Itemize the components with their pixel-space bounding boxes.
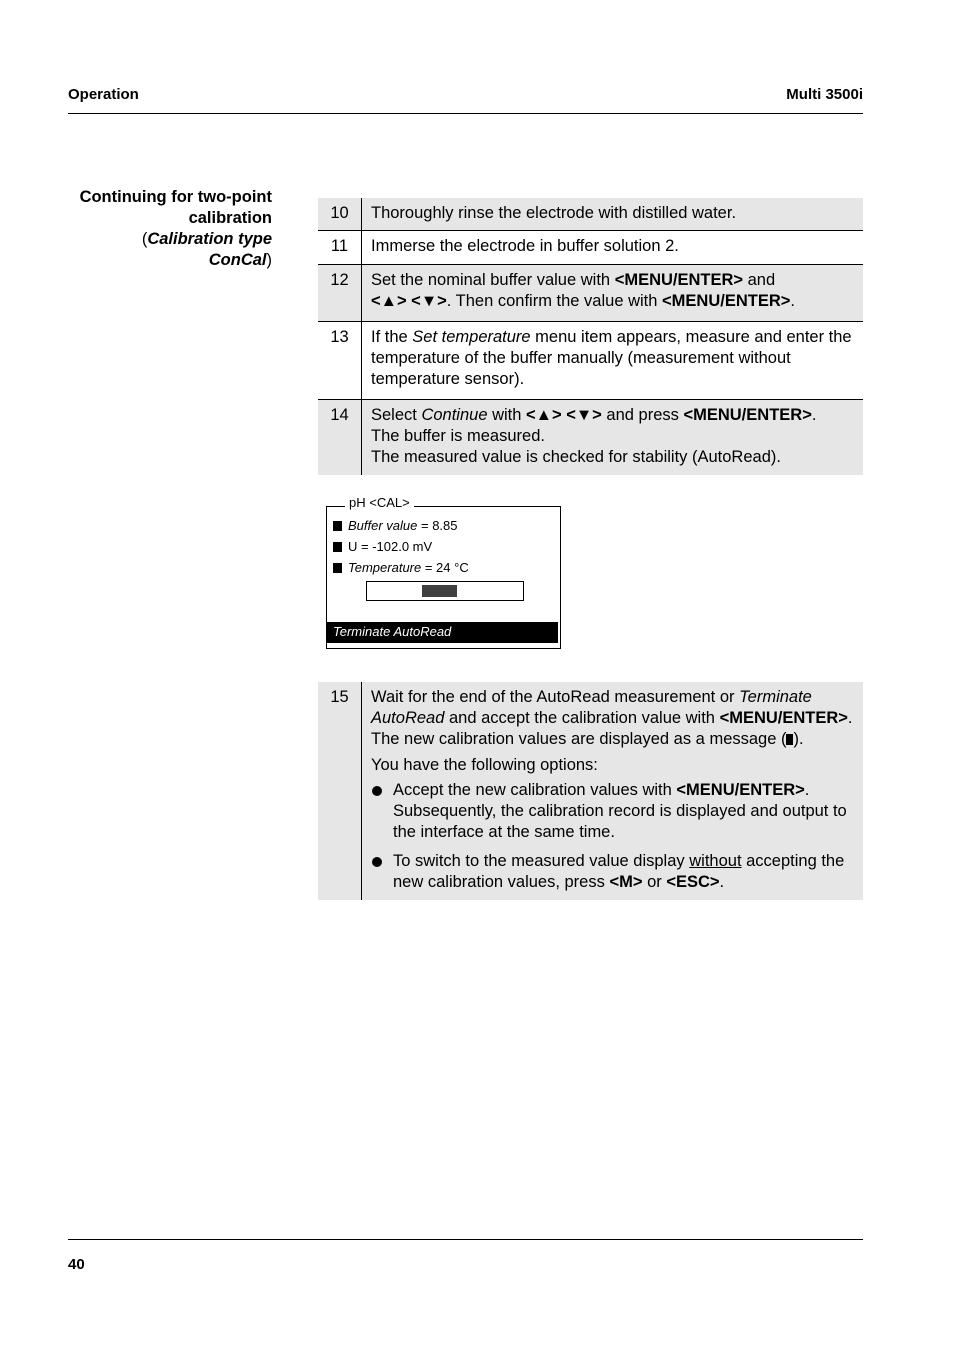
- step-row-10: [318, 198, 863, 231]
- step-text: Select Continue with <▲> <▼> and press <MENU/ENTER>. The buffer is measured. The measured value is checked for stability (AutoRead).: [362, 400, 864, 476]
- stability-progress-bar: [366, 581, 524, 601]
- step-number: 15: [318, 682, 362, 900]
- calibration-type-name: Calibration type ConCal: [147, 230, 272, 269]
- key-arrows: <▲> <▼>: [526, 406, 602, 424]
- step-number: 14: [318, 400, 362, 476]
- header-product-name: Multi 3500i: [786, 86, 863, 103]
- square-marker-icon: [333, 563, 342, 573]
- key-esc: <ESC>: [666, 873, 720, 891]
- stability-progress-fill: [422, 585, 457, 597]
- side-heading: [68, 187, 272, 271]
- step-text: Immerse the electrode in buffer solution 2.: [362, 231, 864, 265]
- side-heading-calibration-type: [68, 229, 272, 271]
- key-menu-enter: <MENU/ENTER>: [614, 271, 744, 289]
- step-text: Thoroughly rinse the electrode with distilled water.: [362, 198, 864, 231]
- steps-table: [318, 198, 863, 475]
- key-m: <M>: [609, 873, 643, 891]
- menu-item-name: Continue: [421, 406, 488, 424]
- step-number: 12: [318, 265, 362, 322]
- key-menu-enter: <MENU/ENTER>: [676, 781, 805, 799]
- paren-open: (: [141, 230, 148, 248]
- step-row-12: [318, 265, 863, 322]
- page-number: 40: [68, 1256, 85, 1273]
- step-number: 11: [318, 231, 362, 265]
- side-heading-line1: Continuing for two-point: [79, 188, 272, 206]
- step-text: Wait for the end of the AutoRead measurement or Terminate AutoRead and accept the calibration value with <MENU/ENTER>. The new calibration values are displayed as a message ( ). You have the following options: Accept the new calibration values with <MENU/ENTER>. Subsequently, the calibration record is displayed and output to the interface at the same time. To switch to the measured value display without accepting the new calibration values, press <M> or <ESC>.: [362, 682, 864, 900]
- key-menu-enter: <MENU/ENTER>: [683, 406, 812, 424]
- display-line-temperature: Temperature = 24 °C: [333, 560, 469, 576]
- step-row-11: [318, 231, 863, 265]
- step-text: Set the nominal buffer value with <MENU/ENTER> and <▲> <▼>. Then confirm the value with <MENU/ENTER>.: [362, 265, 864, 322]
- key-menu-enter: <MENU/ENTER>: [719, 709, 848, 727]
- key-menu-enter: <MENU/ENTER>: [662, 292, 791, 310]
- menu-item-name: Set temperature: [412, 328, 531, 346]
- bullet-icon: [372, 857, 382, 867]
- step-number: 13: [318, 322, 362, 400]
- square-marker-icon: [333, 542, 342, 552]
- footer-rule: [68, 1239, 863, 1240]
- step-number: 10: [318, 198, 362, 231]
- options-intro: You have the following options:: [371, 756, 598, 774]
- bullet-icon: [372, 786, 382, 796]
- option-accept: Accept the new calibration values with <MENU/ENTER>. Subsequently, the calibration record is displayed and output to the interface at the same time.: [371, 780, 853, 843]
- step-row-15: [318, 682, 863, 900]
- meter-display: [326, 495, 561, 649]
- menu-item-name: Terminate AutoRead: [371, 688, 812, 727]
- display-line-buffer: Buffer value = 8.85: [333, 518, 458, 534]
- side-heading-line2: calibration: [188, 209, 272, 227]
- square-marker-icon: [333, 521, 342, 531]
- step-row-14: [318, 400, 863, 476]
- header-section-title: Operation: [68, 86, 139, 103]
- display-line-voltage: U = -102.0 mV: [333, 539, 432, 555]
- step-text: If the Set temperature menu item appears, measure and enter the temperature of the buffer manually (measurement without temperature sensor).: [362, 322, 864, 400]
- header-rule: [68, 113, 863, 114]
- key-arrows: <▲> <▼>: [371, 292, 447, 310]
- paren-close: ): [266, 251, 272, 269]
- step-row-13: [318, 322, 863, 400]
- step-15-table: [318, 682, 863, 900]
- option-discard: To switch to the measured value display without accepting the new calibration values, press <M> or <ESC>.: [371, 851, 853, 893]
- terminate-autoread-softkey: Terminate AutoRead: [327, 622, 558, 643]
- display-title: pH <CAL>: [345, 495, 414, 510]
